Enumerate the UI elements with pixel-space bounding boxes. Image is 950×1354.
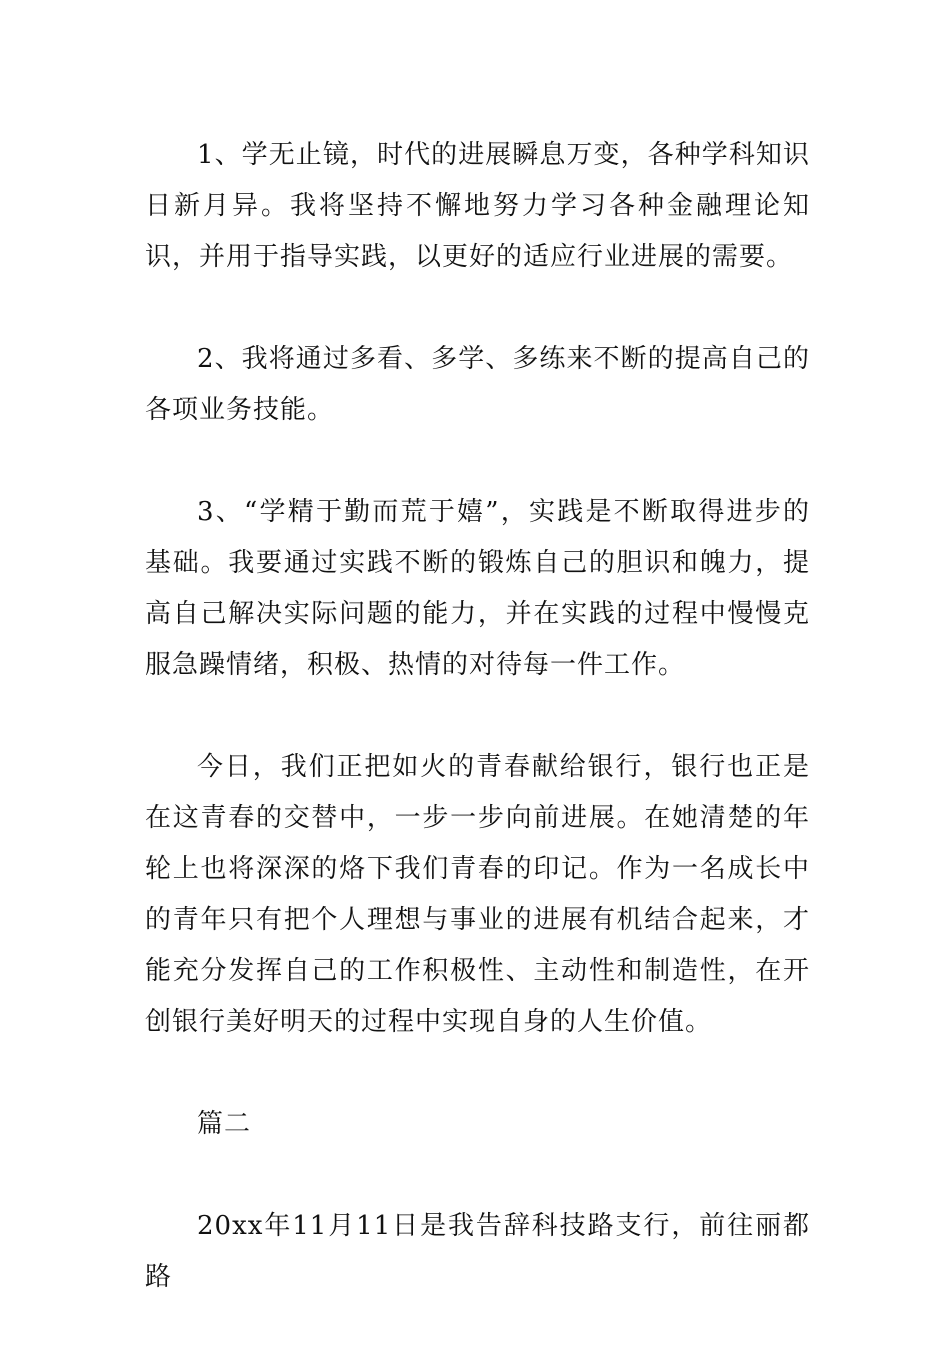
paragraph-3: 3、“学精于勤而荒于嬉”，实践是不断取得进步的基础。我要通过实践不断的锻炼自己的胆识和魄力，提高自己解决实际问题的能力，并在实践的过程中慢慢克服急躁情绪，积极、热情的对待每一件工作。 <box>145 497 810 680</box>
paragraph-2: 2、我将通过多看、多学、多练来不断的提高自己的各项业务技能。 <box>145 344 810 425</box>
section-heading: 篇二 <box>197 1109 252 1139</box>
paragraph-4: 今日，我们正把如火的青春献给银行，银行也正是在这青春的交替中，一步一步向前进展。在她清楚的年轮上也将深深的烙下我们青春的印记。作为一名成长中的青年只有把个人理想与事业的进展有机结合起来，才能充分发挥自己的工作积极性、主动性和制造性，在开创银行美好明天的过程中实现自身的人生价值。 <box>145 752 810 1037</box>
paragraph-5: 20xx年11月11日是我告辞科技路支行，前往丽都路 <box>145 1211 810 1292</box>
paragraph-1: 1、学无止镜，时代的进展瞬息万变，各种学科知识日新月异。我将坚持不懈地努力学习各种金融理论知识，并用于指导实践，以更好的适应行业进展的需要。 <box>145 140 810 272</box>
body-text <box>145 130 810 1354</box>
